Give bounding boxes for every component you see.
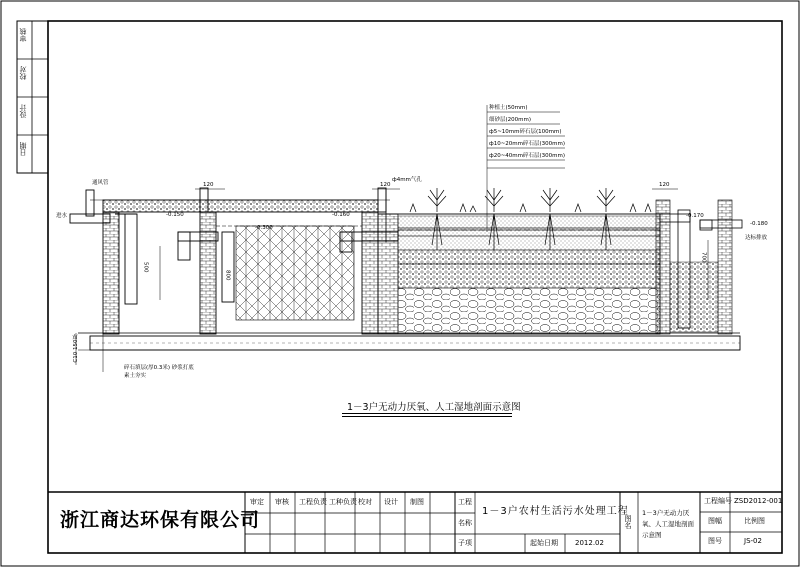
bottom-note-1: 碎石填层(厚0.3米) 砂浆打底 <box>124 365 194 371</box>
layer-leaders <box>487 105 565 232</box>
scale-value: 比例图 <box>744 517 765 525</box>
pipe-vent-label: ф4mm气孔 <box>392 177 422 183</box>
wetland-layer-5: ф20~40mm碎石层(300mm) <box>489 153 566 159</box>
row-label-subitem: 子项 <box>458 539 472 547</box>
role-check: 校对 <box>358 498 372 506</box>
drawing-name: 1－3户无动力厌氧、人工湿地剖面示意图 <box>642 509 694 539</box>
dim-120-b: 120 <box>380 182 391 188</box>
project-no-label: 工程编号 <box>704 497 732 505</box>
drawing-date: 2012.02 <box>575 539 604 547</box>
role-review: 审核 <box>275 498 289 506</box>
elevation-1: -0.150 <box>166 212 184 218</box>
wetland-layer-3: ф5~10mm碎石层(100mm) <box>489 129 562 135</box>
company-name: 浙江商达环保有限公司 <box>60 509 261 531</box>
wetland-bed <box>378 200 742 334</box>
elevation-3: -0.300 <box>255 225 273 231</box>
depth-700: 700 <box>700 252 707 263</box>
drawing-caption: 1－3户无动力厌氧、人工湿地剖面示意图 <box>347 402 521 413</box>
wetland-layer-4: ф10~20mm碎石层(300mm) <box>489 141 566 147</box>
side-label-check: 校对 <box>19 66 27 80</box>
project-no: ZSD2012-001 <box>734 497 783 505</box>
caption-underline-2 <box>342 416 512 417</box>
role-approve: 审定 <box>250 498 264 506</box>
row-label-name: 名称 <box>458 519 472 527</box>
depth-500: 500 <box>142 262 149 273</box>
elevation-4: -0.170 <box>686 213 704 219</box>
drawing-name-label: 图名 <box>624 515 632 529</box>
filler-media <box>236 226 354 320</box>
side-label-review: 审核 <box>19 28 27 42</box>
elevation-2: -0.160 <box>332 212 350 218</box>
inlet-label: 进水 <box>56 213 68 219</box>
dim-120-c: 120 <box>659 182 670 188</box>
elevation-5: -0.180 <box>750 221 768 227</box>
depth-800: 800 <box>224 270 231 281</box>
bottom-note-2: 素土夯实 <box>124 373 147 379</box>
side-label-date: 日期 <box>19 142 27 156</box>
role-project-lead: 工程负责 <box>299 498 327 506</box>
sheet-no: JS-02 <box>744 537 762 545</box>
side-label-design: 设计 <box>19 104 27 118</box>
role-design: 设计 <box>384 498 398 506</box>
wetland-layer-2: 细砂层(200mm) <box>489 117 532 123</box>
vent-pipe-label: 通风管 <box>92 180 109 186</box>
wetland-layer-1: 种植土(50mm) <box>489 105 528 111</box>
base-note: C10 150厚 <box>73 334 79 363</box>
scale-label: 图幅 <box>708 517 722 525</box>
role-draft: 制图 <box>410 498 424 506</box>
dim-120-a: 120 <box>203 182 214 188</box>
role-discipline-lead: 工种负责 <box>329 498 357 506</box>
caption-underline <box>342 413 512 414</box>
row-label-project: 工程 <box>458 498 472 506</box>
project-title: 1－3户农村生活污水处理工程 <box>482 506 629 517</box>
outlet-label: 达标排放 <box>745 235 768 241</box>
base-slab <box>78 333 740 350</box>
sheet-no-label: 图号 <box>708 537 722 545</box>
stage-label: 起始日期 <box>530 539 558 547</box>
